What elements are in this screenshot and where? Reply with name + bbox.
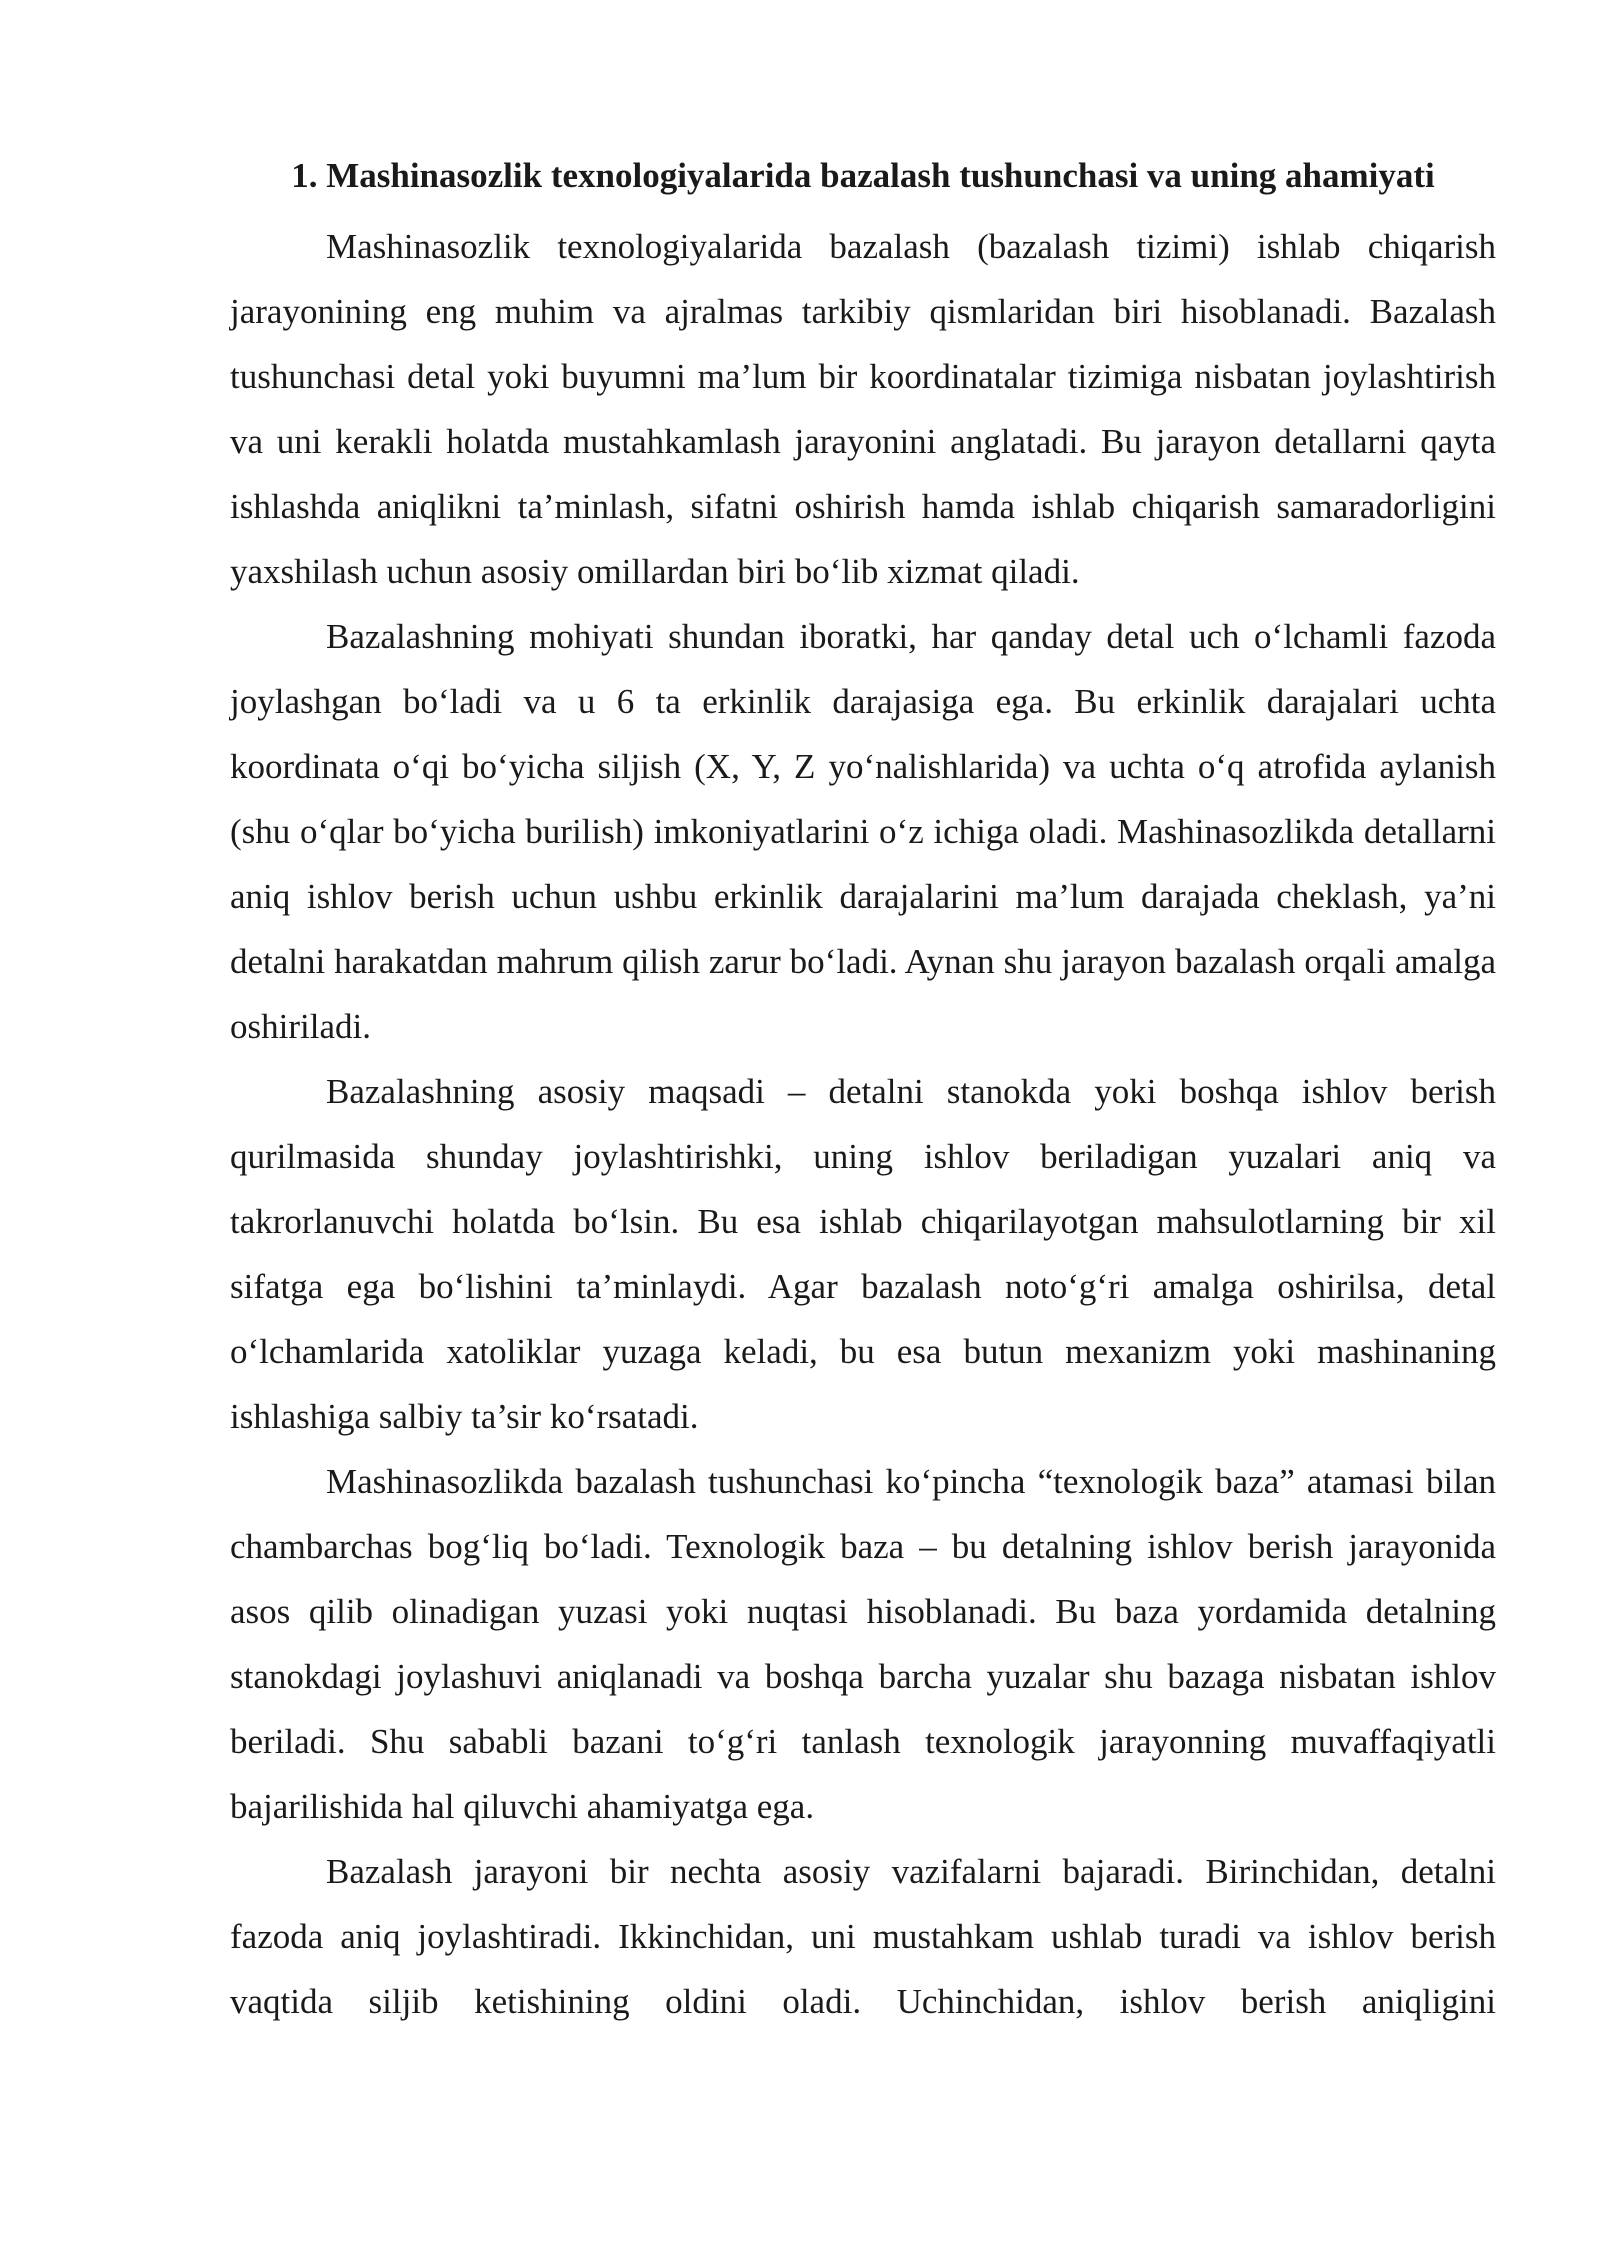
paragraph-5: Bazalash jarayoni bir nechta asosiy vazifalarni bajaradi. Birinchidan, detalni fazoda aniq joylashtiradi. Ikkinchidan, uni mustahkam ushlab turadi va ishlov berish vaqtida siljib ketishining oldini oladi. Uchinchidan, ishlov berish aniqligini	[230, 1852, 1496, 2021]
paragraph-4: Mashinasozlikda bazalash tushunchasi ko‘pincha “texnologik baza” atamasi bilan chambarchas bog‘liq bo‘ladi. Texnologik baza – bu detalning ishlov berish jarayonida asos qilib olinadigan yuzasi yoki nuqtasi hisoblanadi. Bu baza yordamida detalning stanokdagi joylashuvi aniqlanadi va boshqa barcha yuzalar shu bazaga nisbatan ishlov beriladi. Shu sababli bazani to‘g‘ri tanlash texnologik jarayonning muvaffaqiyatli bajarilishida hal qiluvchi ahamiyatga ega.	[230, 1462, 1496, 1826]
paragraph-1: Mashinasozlik texnologiyalarida bazalash (bazalash tizimi) ishlab chiqarish jarayonining eng muhim va ajralmas tarkibiy qismlaridan biri hisoblanadi. Bazalash tushunchasi detal yoki buyumni ma’lum bir koordinatalar tizimiga nisbatan joylashtirish va uni kerakli holatda mustahkamlash jarayonini anglatadi. Bu jarayon detallarni qayta ishlashda aniqlikni ta’minlash, sifatni oshirish hamda ishlab chiqarish samaradorligini yaxshilash uchun asosiy omillardan biri bo‘lib xizmat qiladi.	[230, 227, 1496, 591]
document-body	[230, 148, 1496, 2034]
section-heading: 1. Mashinasozlik texnologiyalarida bazalash tushunchasi va uning ahamiyati	[291, 156, 1435, 195]
paragraph-3: Bazalashning asosiy maqsadi – detalni stanokda yoki boshqa ishlov berish qurilmasida shunday joylashtirishki, uning ishlov beriladigan yuzalari aniq va takrorlanuvchi holatda bo‘lsin. Bu esa ishlab chiqarilayotgan mahsulotlarning bir xil sifatga ega bo‘lishini ta’minlaydi. Agar bazalash noto‘g‘ri amalga oshirilsa, detal o‘lchamlarida xatoliklar yuzaga keladi, bu esa butun mexanizm yoki mashinaning ishlashiga salbiy ta’sir ko‘rsatadi.	[230, 1072, 1496, 1436]
paragraph-2: Bazalashning mohiyati shundan iboratki, har qanday detal uch o‘lchamli fazoda joylashgan bo‘ladi va u 6 ta erkinlik darajasiga ega. Bu erkinlik darajalari uchta koordinata o‘qi bo‘yicha siljish (X, Y, Z yo‘nalishlarida) va uchta o‘q atrofida aylanish (shu o‘qlar bo‘yicha burilish) imkoniyatlarini o‘z ichiga oladi. Mashinasozlikda detallarni aniq ishlov berish uchun ushbu erkinlik darajalarini ma’lum darajada cheklash, ya’ni detalni harakatdan mahrum qilish zarur bo‘ladi. Aynan shu jarayon bazalash orqali amalga oshiriladi.	[230, 617, 1496, 1046]
